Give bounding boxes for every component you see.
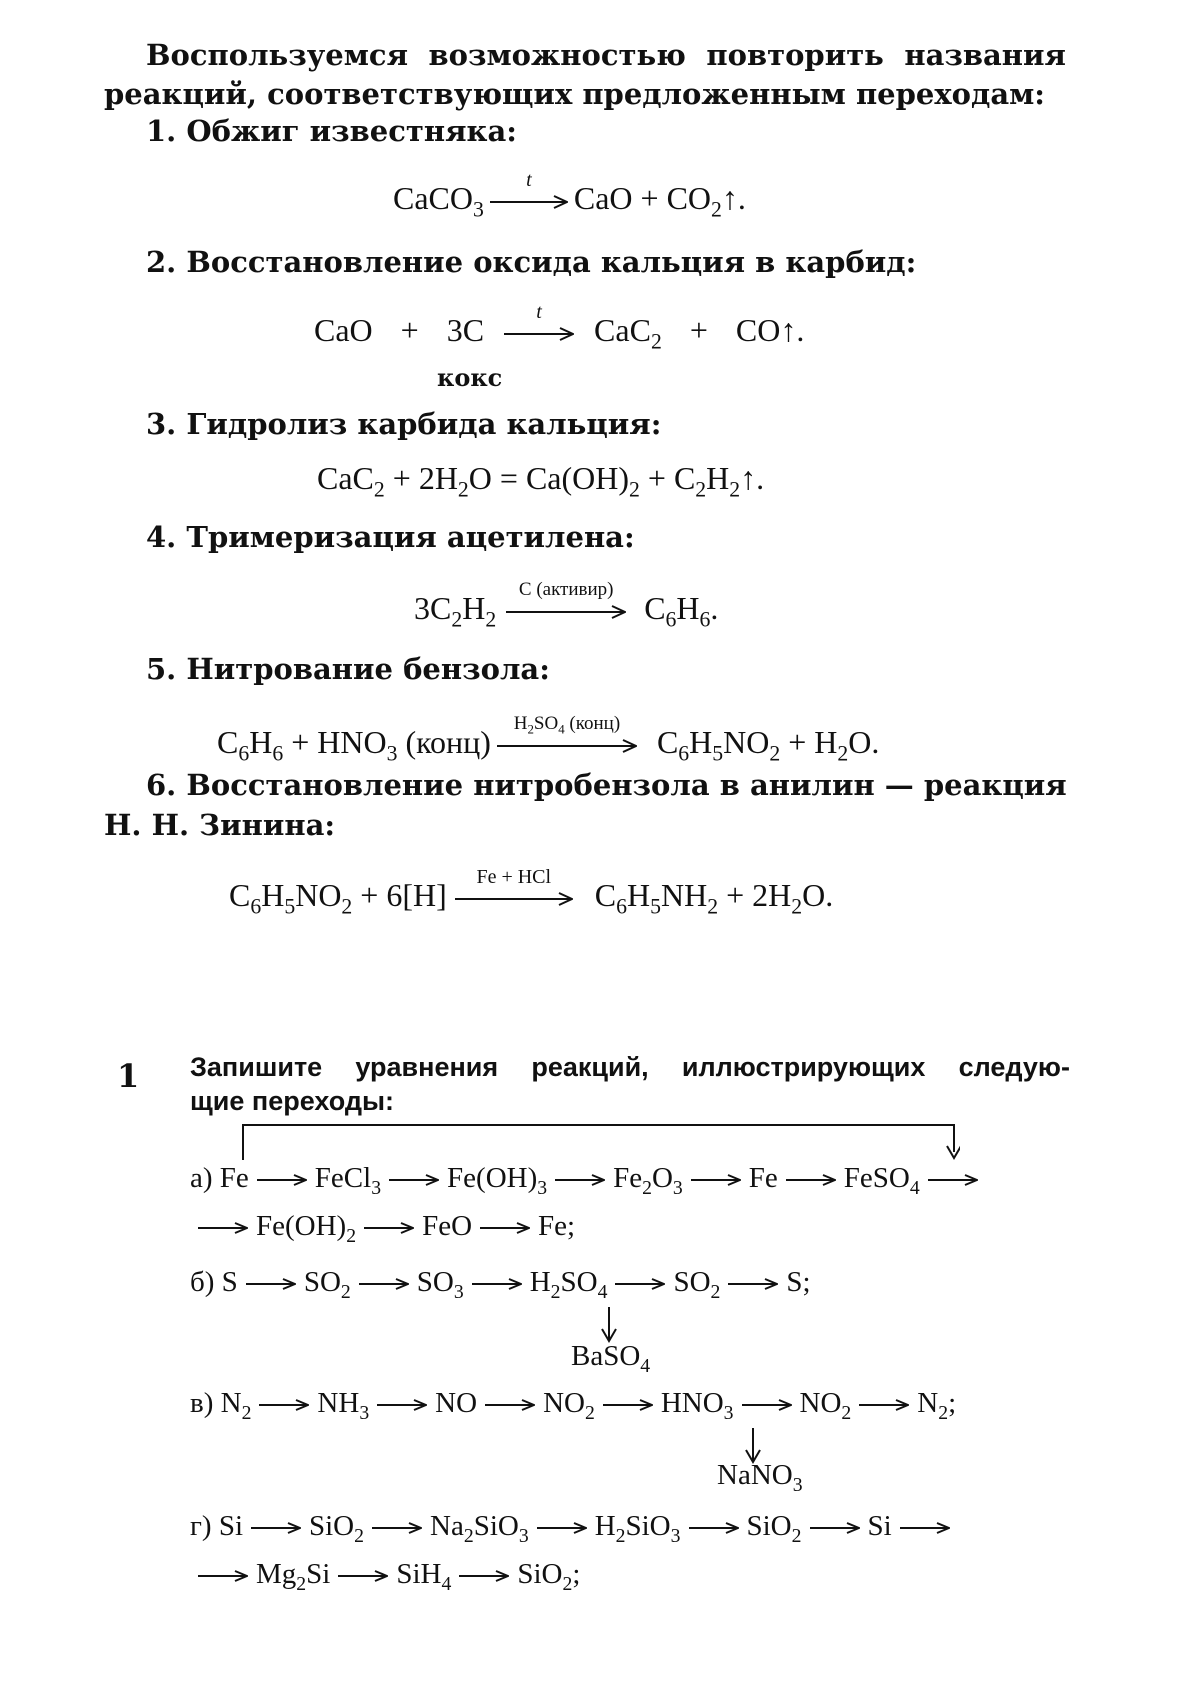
chain-compound: NO [435,1387,478,1419]
chain-arrow-icon [330,1558,396,1590]
chain-compound: SiO$_2$ [309,1510,364,1547]
chain-arrow-icon [681,1510,747,1542]
arrow-condition: t [526,168,532,191]
intro-word: названия [904,38,1066,72]
intro-paragraph [104,36,1066,114]
chain-b-branch: BaSO$_4$ [571,1340,651,1377]
eq4-right: $C_6H_6$. [644,590,719,632]
step-1-heading: 1. Обжиг известняка: [146,114,517,148]
equation-5 [217,712,880,766]
eq2-left: CaO + 3C [314,312,485,348]
chain-compound: $NO_2$ [799,1387,852,1424]
chain-arrow-icon [381,1162,447,1194]
step-4-heading: 4. Тримеризация ацетилена: [146,520,635,554]
chain-label: в) [190,1387,221,1419]
step-6-heading [146,768,1066,802]
chain-a-line-1 [190,1162,986,1199]
chain-label: а) [190,1162,220,1194]
equation-6 [229,865,834,919]
chain-arrow-icon [472,1210,538,1242]
chain-v [190,1387,957,1424]
chain-compound: $H_2SiO_3$ [594,1510,681,1547]
step-3-heading: 3. Гидролиз карбида кальция: [146,407,662,441]
chain-compound: FeO [422,1210,473,1242]
reaction-arrow-icon [497,712,637,753]
step-6-heading-line-1: 6. Восстановление нитробензола в анилин — реакция [146,768,1067,802]
chain-arrow-icon [190,1210,256,1242]
coke-note: кокс [437,363,503,392]
intro-word: возможностью [428,38,686,72]
chain-arrow-icon [369,1387,435,1419]
task-number: 1 [117,1057,140,1095]
chain-compound: FeSO$_4$ [843,1162,920,1199]
chain-compound: $Mg_2Si$ [256,1558,331,1595]
eq1-right: CaO + $CO_2↑$. [573,180,746,222]
chain-compound: $SO_3$ [416,1266,464,1303]
equation-2 [314,300,805,354]
chain-arrow-icon [683,1162,749,1194]
chain-label: б) [190,1266,222,1298]
chain-arrow-icon [595,1387,661,1419]
intro-word: Воспользуемся [146,38,409,72]
chain-arrow-icon [464,1266,530,1298]
equation-3: $CaC_2 + 2H_2O = Ca(OH)_2$ + $C_2H_2↑$. [317,460,765,502]
chain-compound: FeCl$_3$ [314,1162,382,1199]
chain-compound: SiO$_2$; [517,1558,581,1595]
chain-arrow-icon [238,1266,304,1298]
chain-arrow-icon [351,1266,417,1298]
reaction-arrow-icon [506,578,626,619]
chain-compound: $SO_2$ [673,1266,721,1303]
eq6-right: $C_6H_5NH_2 + 2H_2O$. [594,877,834,919]
intro-word: повторить [706,38,884,72]
chain-arrow-icon [364,1510,430,1542]
eq4-left: $3C_2H_2$ [414,590,497,632]
chain-arrow-icon [251,1387,317,1419]
task-word: реакций, [531,1052,649,1082]
reaction-arrow-icon [504,300,574,341]
arrow-condition: С (активир) [518,578,614,600]
chain-compound: $N_2$ [220,1387,252,1424]
chain-arrow-icon [356,1210,422,1242]
chain-label: г) [190,1510,219,1542]
equation-1 [393,168,746,222]
task-text [190,1050,1070,1118]
chain-g-line-1 [190,1510,958,1547]
step-5-heading: 5. Нитрование бензола: [146,652,550,686]
eq6-left: $C_6H_5NO_2 + 6[H]$ [229,877,447,919]
chain-arrow-icon [451,1558,517,1590]
down-arrow-icon [599,1307,619,1343]
chain-arrow-icon [249,1162,315,1194]
intro-line-2: реакций, соответствующих предложенным переходам: [104,77,1045,111]
arrow-condition: Fe + HCl [476,865,552,888]
eq2-right: CaC$_2$ + CO↑. [594,312,805,354]
chain-compound: Fe; [538,1210,576,1242]
chain-compound: S [221,1266,238,1298]
chain-compound: $NO_2$ [543,1387,595,1424]
chain-a-line-2 [190,1210,576,1247]
task-word: иллюстрирующих [681,1052,926,1082]
eq1-left: CaCO$_3$ [393,180,484,222]
task-word: уравнения [355,1052,499,1082]
chain-compound: $SO_2$ [303,1266,351,1303]
chain-arrow-icon [477,1387,543,1419]
chain-v-branch: NaNO$_3$ [717,1459,803,1496]
chain-arrow-icon [607,1266,673,1298]
chain-arrow-icon [778,1162,844,1194]
chain-compound: $NH_3$ [317,1387,370,1424]
task-word: Запишите [190,1052,323,1082]
chain-compound: $Fe(OH)_2$ [256,1210,357,1247]
chain-arrow-icon [802,1510,868,1542]
task-line-2: щие переходы: [190,1086,395,1116]
step-6-heading-line-2: Н. Н. Зинина: [104,808,336,842]
bracket-connector-icon [240,1122,960,1162]
task-line-1 [190,1050,1070,1084]
chain-b [190,1266,811,1303]
chain-arrow-icon [892,1510,958,1542]
chain-compound: SiH$_4$ [396,1558,452,1595]
chain-compound: Fe [219,1162,249,1194]
chain-arrow-icon [190,1558,256,1590]
chain-g-line-2 [190,1558,581,1595]
chain-compound: Fe [748,1162,778,1194]
chain-arrow-icon [851,1387,917,1419]
chain-compound: $HNO_3$ [660,1387,734,1424]
equation-4 [414,578,719,632]
chain-compound: $H_2SO_4$ [529,1266,608,1303]
chain-compound: $Na_2SiO_3$ [430,1510,529,1547]
chain-arrow-icon [734,1387,800,1419]
chain-compound: SiO$_2$ [746,1510,802,1547]
intro-line-1 [104,36,1066,75]
chain-arrow-icon [529,1510,595,1542]
arrow-condition: t [536,300,542,323]
chain-compound: S; [786,1266,811,1298]
chain-arrow-icon [243,1510,309,1542]
chain-arrow-icon [547,1162,613,1194]
task-word: следую- [958,1052,1070,1082]
chain-arrow-icon [920,1162,986,1194]
eq5-left: $C_6H_6 + HNO_3$ (конц) [217,724,491,766]
arrow-condition: $H_2SO_4$ (конц) [513,712,621,737]
chain-compound: $Fe(OH)_3$ [447,1162,548,1199]
eq5-right: $C_6H_5NO_2 + H_2O$. [656,724,880,766]
reaction-arrow-icon [455,865,573,906]
chain-compound: $N_2$; [917,1387,957,1424]
step-2-heading: 2. Восстановление оксида кальция в карбид: [146,245,917,279]
chain-compound: $Fe_2O_3$ [613,1162,683,1199]
reaction-arrow-icon [490,168,568,209]
chain-arrow-icon [720,1266,786,1298]
chain-compound: Si [867,1510,892,1542]
chain-compound: Si [218,1510,243,1542]
